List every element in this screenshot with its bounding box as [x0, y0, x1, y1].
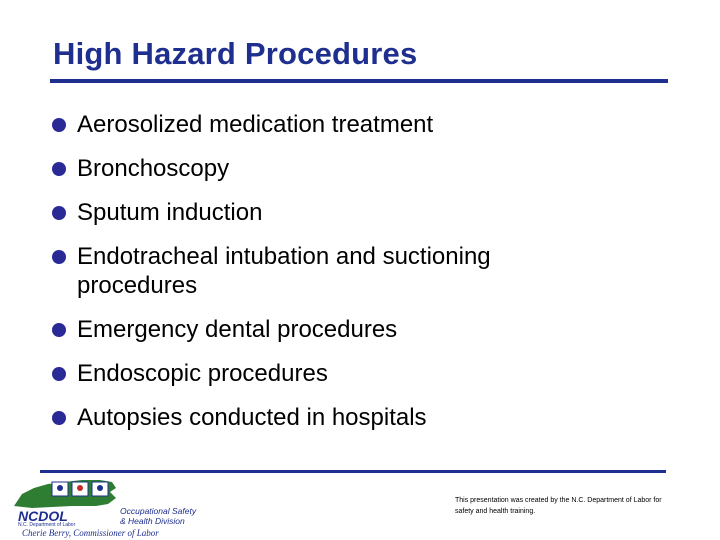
bullet-icon [52, 250, 66, 264]
division-line-1: Occupational Safety [120, 506, 197, 516]
credit-text: This presentation was created by the N.C. Department of Labor for safety and health training. [455, 497, 662, 515]
bullet-icon [52, 411, 66, 425]
bullet-icon [52, 367, 66, 381]
bullet-text: Emergency dental procedures [77, 316, 398, 343]
bullet-text: Sputum induction [77, 199, 263, 226]
list-item [52, 198, 672, 227]
bullet-icon [52, 118, 66, 132]
list-item [52, 242, 587, 300]
bullet-icon [52, 323, 66, 337]
list-item [52, 315, 672, 344]
logo-name: NCDOL [18, 508, 68, 524]
ncdol-logo [12, 476, 212, 538]
division-name [120, 506, 196, 526]
bullet-list [52, 110, 672, 447]
slide-title: High Hazard Procedures [53, 36, 418, 71]
bullet-text: Aerosolized medication treatment [77, 111, 434, 138]
list-item [52, 110, 672, 139]
division-line-2: & Health Division [120, 516, 185, 526]
bullet-icon [52, 162, 66, 176]
title-divider [50, 79, 668, 83]
commissioner-name: Cherie Berry, Commissioner of Labor [22, 528, 159, 538]
bullet-text: Endoscopic procedures [77, 360, 328, 387]
bullet-text: Bronchoscopy [77, 155, 230, 182]
bullet-text: Autopsies conducted in hospitals [77, 404, 427, 431]
list-item [52, 359, 672, 388]
bullet-text: Endotracheal intubation and suctioning procedures [77, 243, 491, 299]
list-item [52, 154, 672, 183]
footer-divider [40, 470, 666, 473]
list-item [52, 403, 672, 432]
bullet-icon [52, 206, 66, 220]
logo-department: N.C. Department of Labor [18, 522, 76, 528]
